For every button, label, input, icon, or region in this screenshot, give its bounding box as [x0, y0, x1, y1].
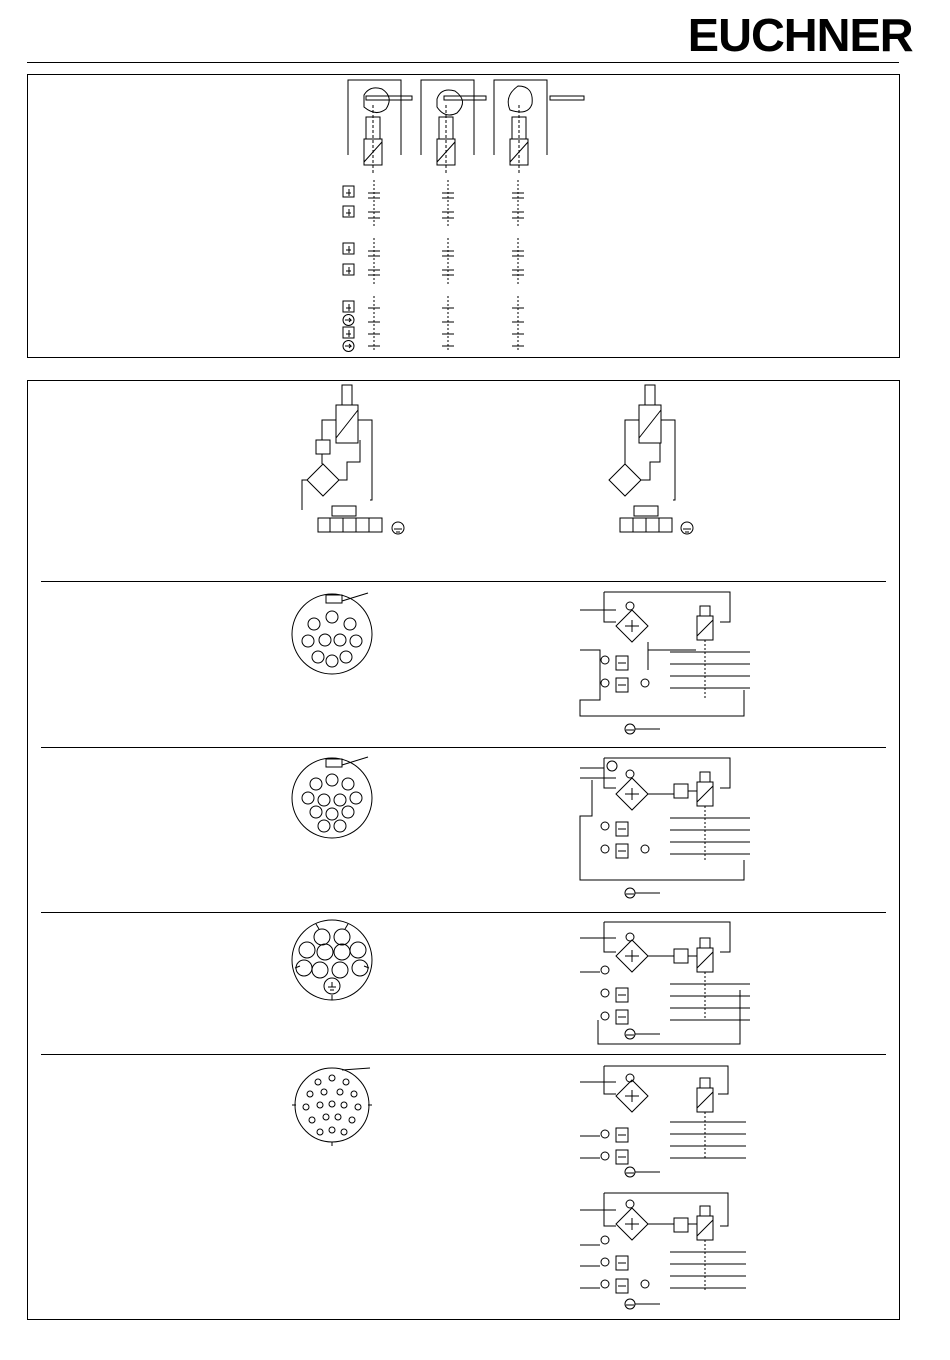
schematic-dual [580, 1066, 746, 1309]
contact-marks [368, 193, 524, 346]
connector-11-pin-pe [292, 920, 372, 1000]
contact-legend-icons [343, 186, 354, 352]
wiring-without-module [609, 385, 693, 534]
schematic-pe [580, 922, 750, 1044]
switch-head-inserted [348, 80, 412, 175]
wiring-with-module [302, 385, 404, 534]
connector-12-pin [292, 757, 372, 838]
schematic-and-gate [580, 758, 750, 898]
switch-head-removed [494, 80, 584, 175]
connector-10-pin [292, 593, 372, 674]
connector-19-pin [292, 1068, 372, 1146]
switch-head-partial [421, 80, 486, 175]
schematic-basic [580, 592, 750, 734]
brand-logo: EUCHNER [687, 9, 913, 61]
